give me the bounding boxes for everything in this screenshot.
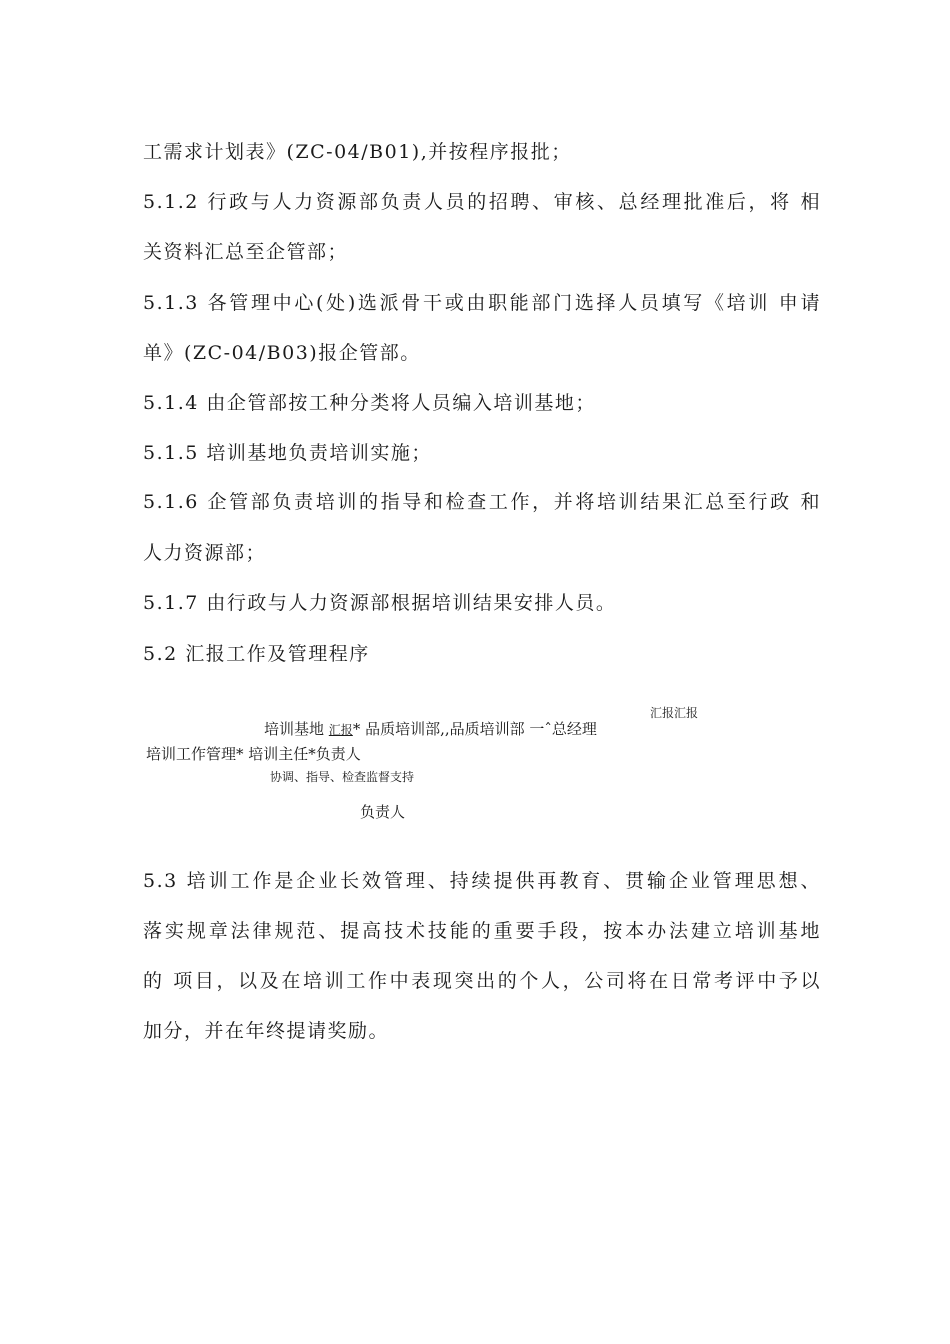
paragraph-line-3: 关资料汇总至企管部； <box>143 241 349 263</box>
paragraph-line-5: 单》(ZC-04/B03)报企管部。 <box>143 342 421 364</box>
paragraph-line-8: 5.1.6 企管部负责培训的指导和检查工作，并将培训结果汇总至行政 和 <box>143 491 821 513</box>
diagram-row-2: 培训工作管理* 培训主任*负责人 <box>146 745 361 763</box>
paragraph-line-6: 5.1.4 由企管部按工种分类将人员编入培训基地； <box>143 392 596 414</box>
diagram-row-1-rest: * 品质培训部,,品质培训部 一ˆ总经理 <box>352 720 597 738</box>
paragraph-line-10: 5.1.7 由行政与人力资源部根据培训结果安排人员。 <box>143 592 617 614</box>
paragraph-line-1: 工需求计划表》(ZC-04/B01),并按程序报批； <box>143 141 572 163</box>
closing-line-4: 加分，并在年终提请奖励。 <box>143 1020 390 1042</box>
diagram-row-1 <box>264 720 597 739</box>
paragraph-line-7: 5.1.5 培训基地负责培训实施； <box>143 442 432 464</box>
section-heading-5-2: 5.2 汇报工作及管理程序 <box>143 643 370 665</box>
closing-line-3: 的 项目，以及在培训工作中表现突出的个人，公司将在日常考评中予以 <box>143 970 821 992</box>
closing-line-1: 5.3 培训工作是企业长效管理、持续提供再教育、贯输企业管理思想、 <box>143 870 821 892</box>
diagram-training-base: 培训基地 <box>264 720 325 738</box>
diagram-row-4: 负责人 <box>360 803 406 821</box>
paragraph-line-2: 5.1.2 行政与人力资源部负责人员的招聘、审核、总经理批准后，将 相 <box>143 191 821 213</box>
paragraph-line-4: 5.1.3 各管理中心(处)选派骨干或由职能部门选择人员填写《培训 申请 <box>143 292 821 314</box>
diagram-report-arrow-label: 汇报 <box>328 723 353 737</box>
diagram-report-label: 汇报汇报 <box>650 706 699 720</box>
diagram-row-3: 协调、指导、检查监督支持 <box>270 770 415 784</box>
paragraph-line-9: 人力资源部； <box>143 542 267 564</box>
closing-line-2: 落实规章法律规范、提高技术技能的重要手段，按本办法建立培训基地 <box>143 920 821 942</box>
